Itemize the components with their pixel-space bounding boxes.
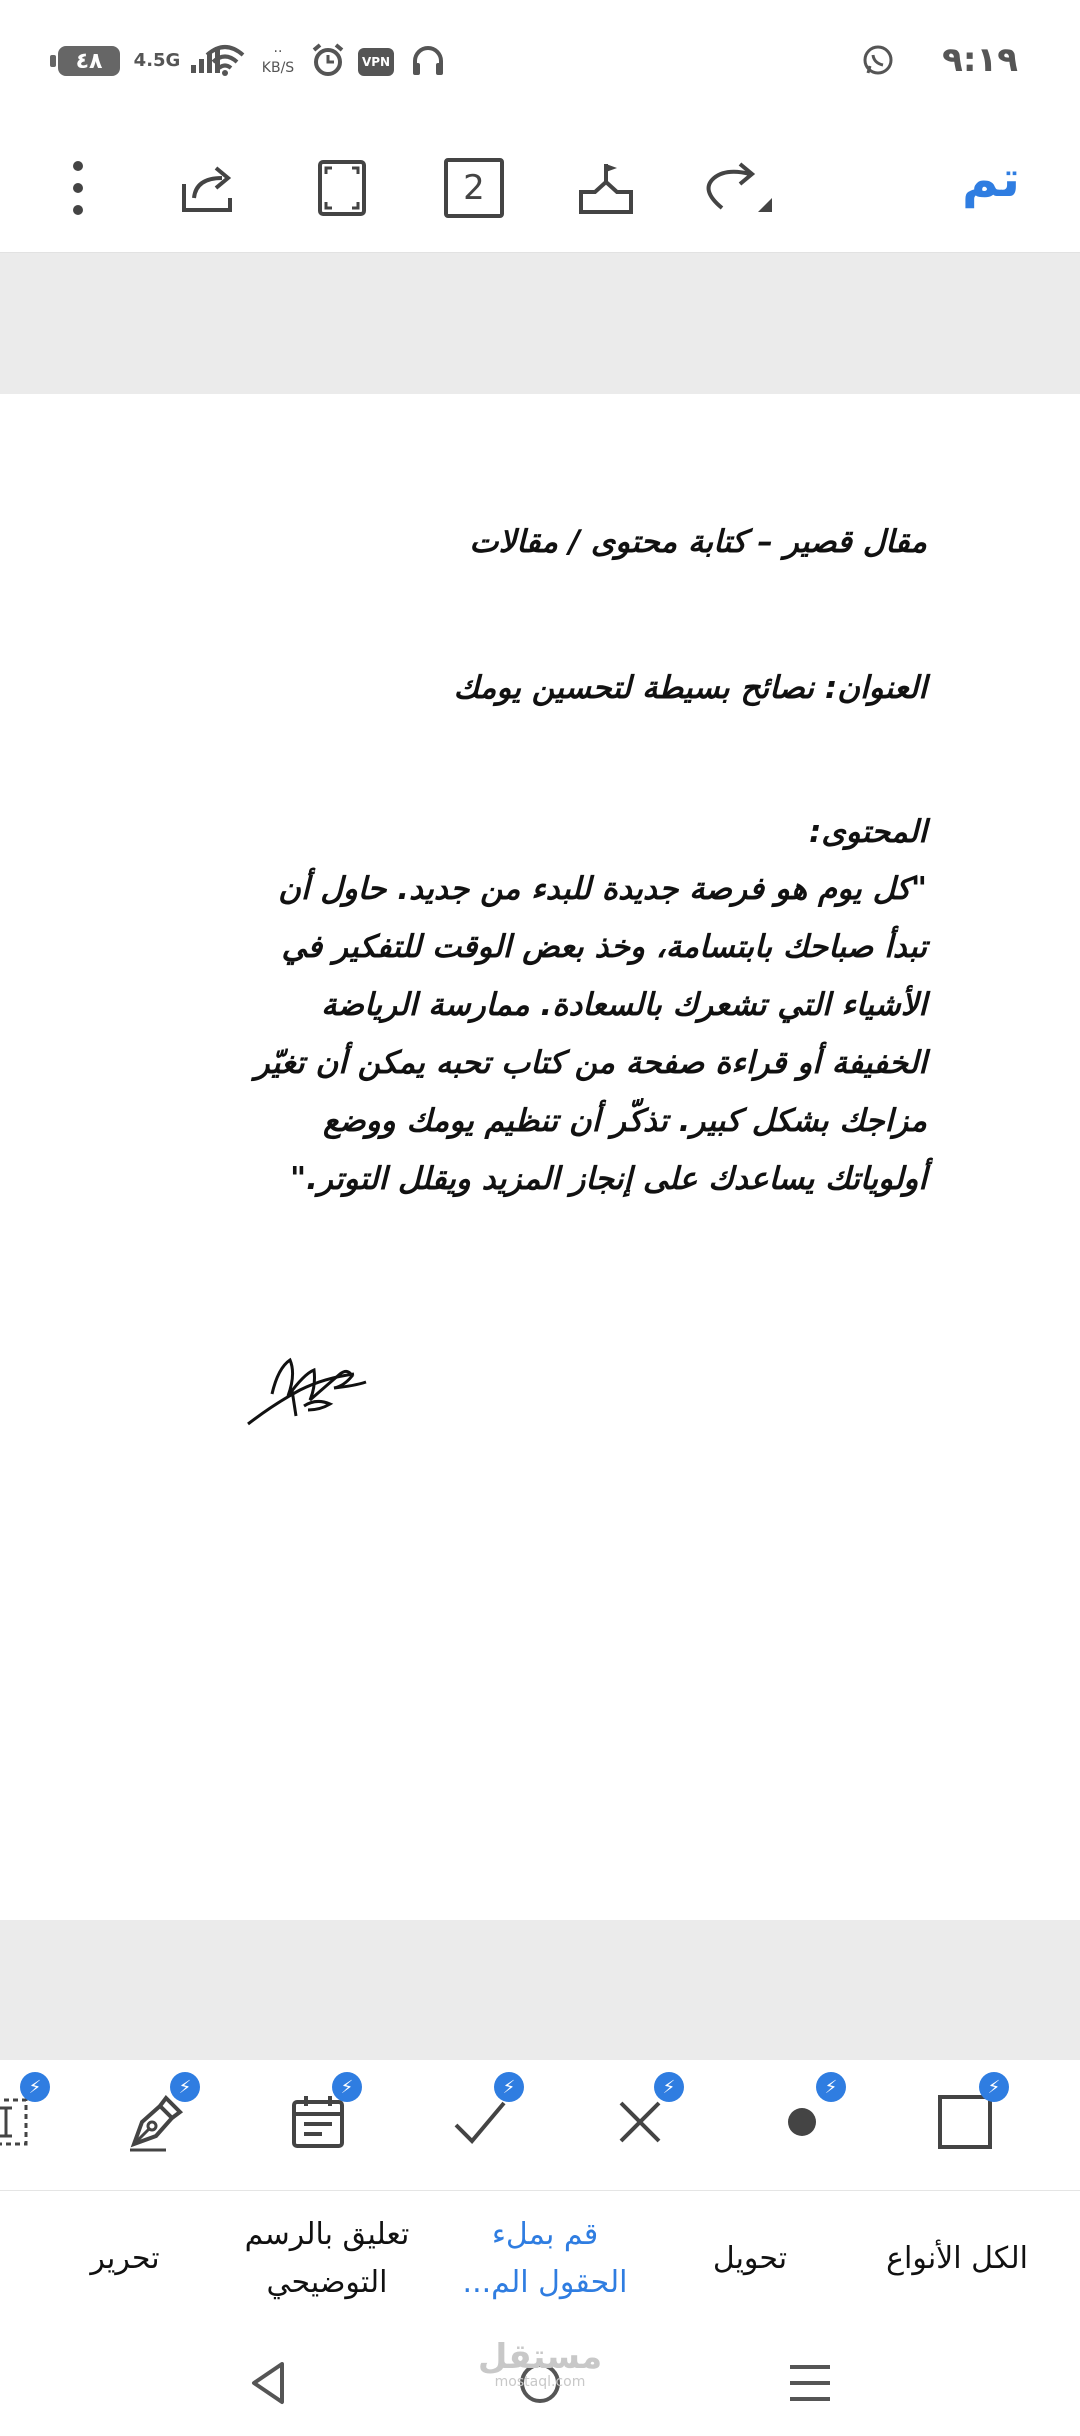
fullscreen-icon[interactable]: [302, 148, 382, 228]
premium-bolt-icon: ⚡: [654, 2072, 684, 2102]
signature[interactable]: [244, 1334, 374, 1444]
tab-edit[interactable]: [60, 2199, 190, 2319]
mode-tabs: [0, 2190, 1080, 2331]
sign-fill-icon[interactable]: [566, 148, 646, 228]
doc-body-line: مزاجك بشكل كبير. تذكّر أن تنظيم يومك ووضع: [322, 1103, 927, 1139]
doc-header: مقال قصير – كتابة محتوى / مقالات: [469, 524, 927, 560]
check-tool[interactable]: [430, 2072, 530, 2172]
net-speed: [258, 36, 298, 84]
signature-tool[interactable]: [106, 2072, 206, 2172]
premium-bolt-icon: ⚡: [170, 2072, 200, 2102]
doc-content-label: المحتوى:: [808, 814, 927, 850]
tab-all-types[interactable]: [862, 2199, 1052, 2319]
menu-icon[interactable]: [770, 2348, 850, 2418]
doc-body-line: تبدأ صباحك بابتسامة، وخذ بعض الوقت للتفكير في: [281, 929, 927, 965]
network-indicator: [134, 36, 180, 84]
page-gap-top: [0, 253, 1080, 394]
headphones-icon: [408, 36, 448, 84]
tab-edit-label: تحرير: [90, 2241, 160, 2276]
more-options-icon[interactable]: [38, 148, 118, 228]
tab-comment-line1: تعليق بالرسم: [244, 2217, 410, 2252]
tab-comment-line2: التوضيحي: [266, 2265, 388, 2300]
page-gap-bottom: [0, 1920, 1080, 2060]
premium-bolt-icon: ⚡: [20, 2072, 50, 2102]
redo-icon[interactable]: [698, 148, 778, 228]
doc-body: [127, 860, 927, 1208]
doc-body-line: أولوياتك يساعدك على إنجاز المزيد ويقلل التوتر.": [289, 1161, 927, 1197]
x-icon: [615, 2097, 665, 2147]
status-bar: [0, 0, 1080, 120]
premium-bolt-icon: ⚡: [979, 2072, 1009, 2102]
doc-body-line: الأشياء التي تشعرك بالسعادة. ممارسة الرياضة: [321, 987, 927, 1023]
dot-tool[interactable]: [752, 2072, 852, 2172]
cross-tool[interactable]: [590, 2072, 690, 2172]
alarm-icon: [308, 36, 348, 84]
net-speed-unit: KB/S: [261, 60, 295, 76]
top-toolbar: [0, 120, 1080, 253]
tab-fill-fields-line2: الحقول الم...: [462, 2265, 628, 2300]
whatsapp-icon: [858, 36, 898, 84]
page-count: 2: [444, 158, 504, 218]
watermark-text: مستقل: [477, 2337, 603, 2377]
tab-convert[interactable]: [690, 2199, 810, 2319]
page-count-icon[interactable]: [434, 148, 514, 228]
premium-bolt-icon: ⚡: [494, 2072, 524, 2102]
square-icon: [937, 2094, 993, 2150]
check-icon: [452, 2097, 508, 2147]
wifi-icon: [200, 36, 250, 84]
doc-body-line: الخفيفة أو قراءة صفحة من كتاب تحبه يمكن أن تغيّر: [254, 1045, 927, 1081]
annotation-tools: [0, 2060, 1080, 2190]
date-tool[interactable]: [268, 2072, 368, 2172]
premium-bolt-icon: ⚡: [816, 2072, 846, 2102]
tab-convert-label: تحويل: [712, 2241, 788, 2276]
doc-title: العنوان: نصائح بسيطة لتحسين يومك: [453, 670, 927, 706]
tab-comment[interactable]: [222, 2199, 432, 2319]
share-icon[interactable]: [170, 148, 250, 228]
document-page[interactable]: [0, 394, 1080, 1920]
watermark-logo: [470, 2337, 610, 2390]
tab-fill-fields[interactable]: [440, 2199, 650, 2319]
done-button[interactable]: تم: [962, 150, 1020, 208]
battery-indicator: ٤٨: [58, 46, 120, 76]
dot-icon: [782, 2102, 822, 2142]
net-speed-value: ··: [273, 44, 283, 60]
watermark-sub: mostaql.com: [494, 2374, 586, 2390]
text-field-tool[interactable]: [0, 2072, 56, 2172]
rectangle-tool[interactable]: [915, 2072, 1015, 2172]
pen-nib-icon: [126, 2092, 186, 2152]
clock-time: ٩:١٩: [942, 40, 1018, 80]
back-icon[interactable]: [228, 2348, 308, 2418]
system-nav-bar: [0, 2330, 1080, 2436]
calendar-icon: [290, 2094, 346, 2150]
doc-body-line: "كل يوم هو فرصة جديدة للبدء من جديد. حاول أن: [278, 871, 927, 907]
premium-bolt-icon: ⚡: [332, 2072, 362, 2102]
tab-fill-fields-line1: قم بملء: [491, 2217, 599, 2252]
network-label: 4.5G: [133, 49, 181, 71]
tab-all-types-label: الكل الأنواع: [886, 2241, 1028, 2276]
vpn-badge: VPN: [358, 48, 394, 76]
